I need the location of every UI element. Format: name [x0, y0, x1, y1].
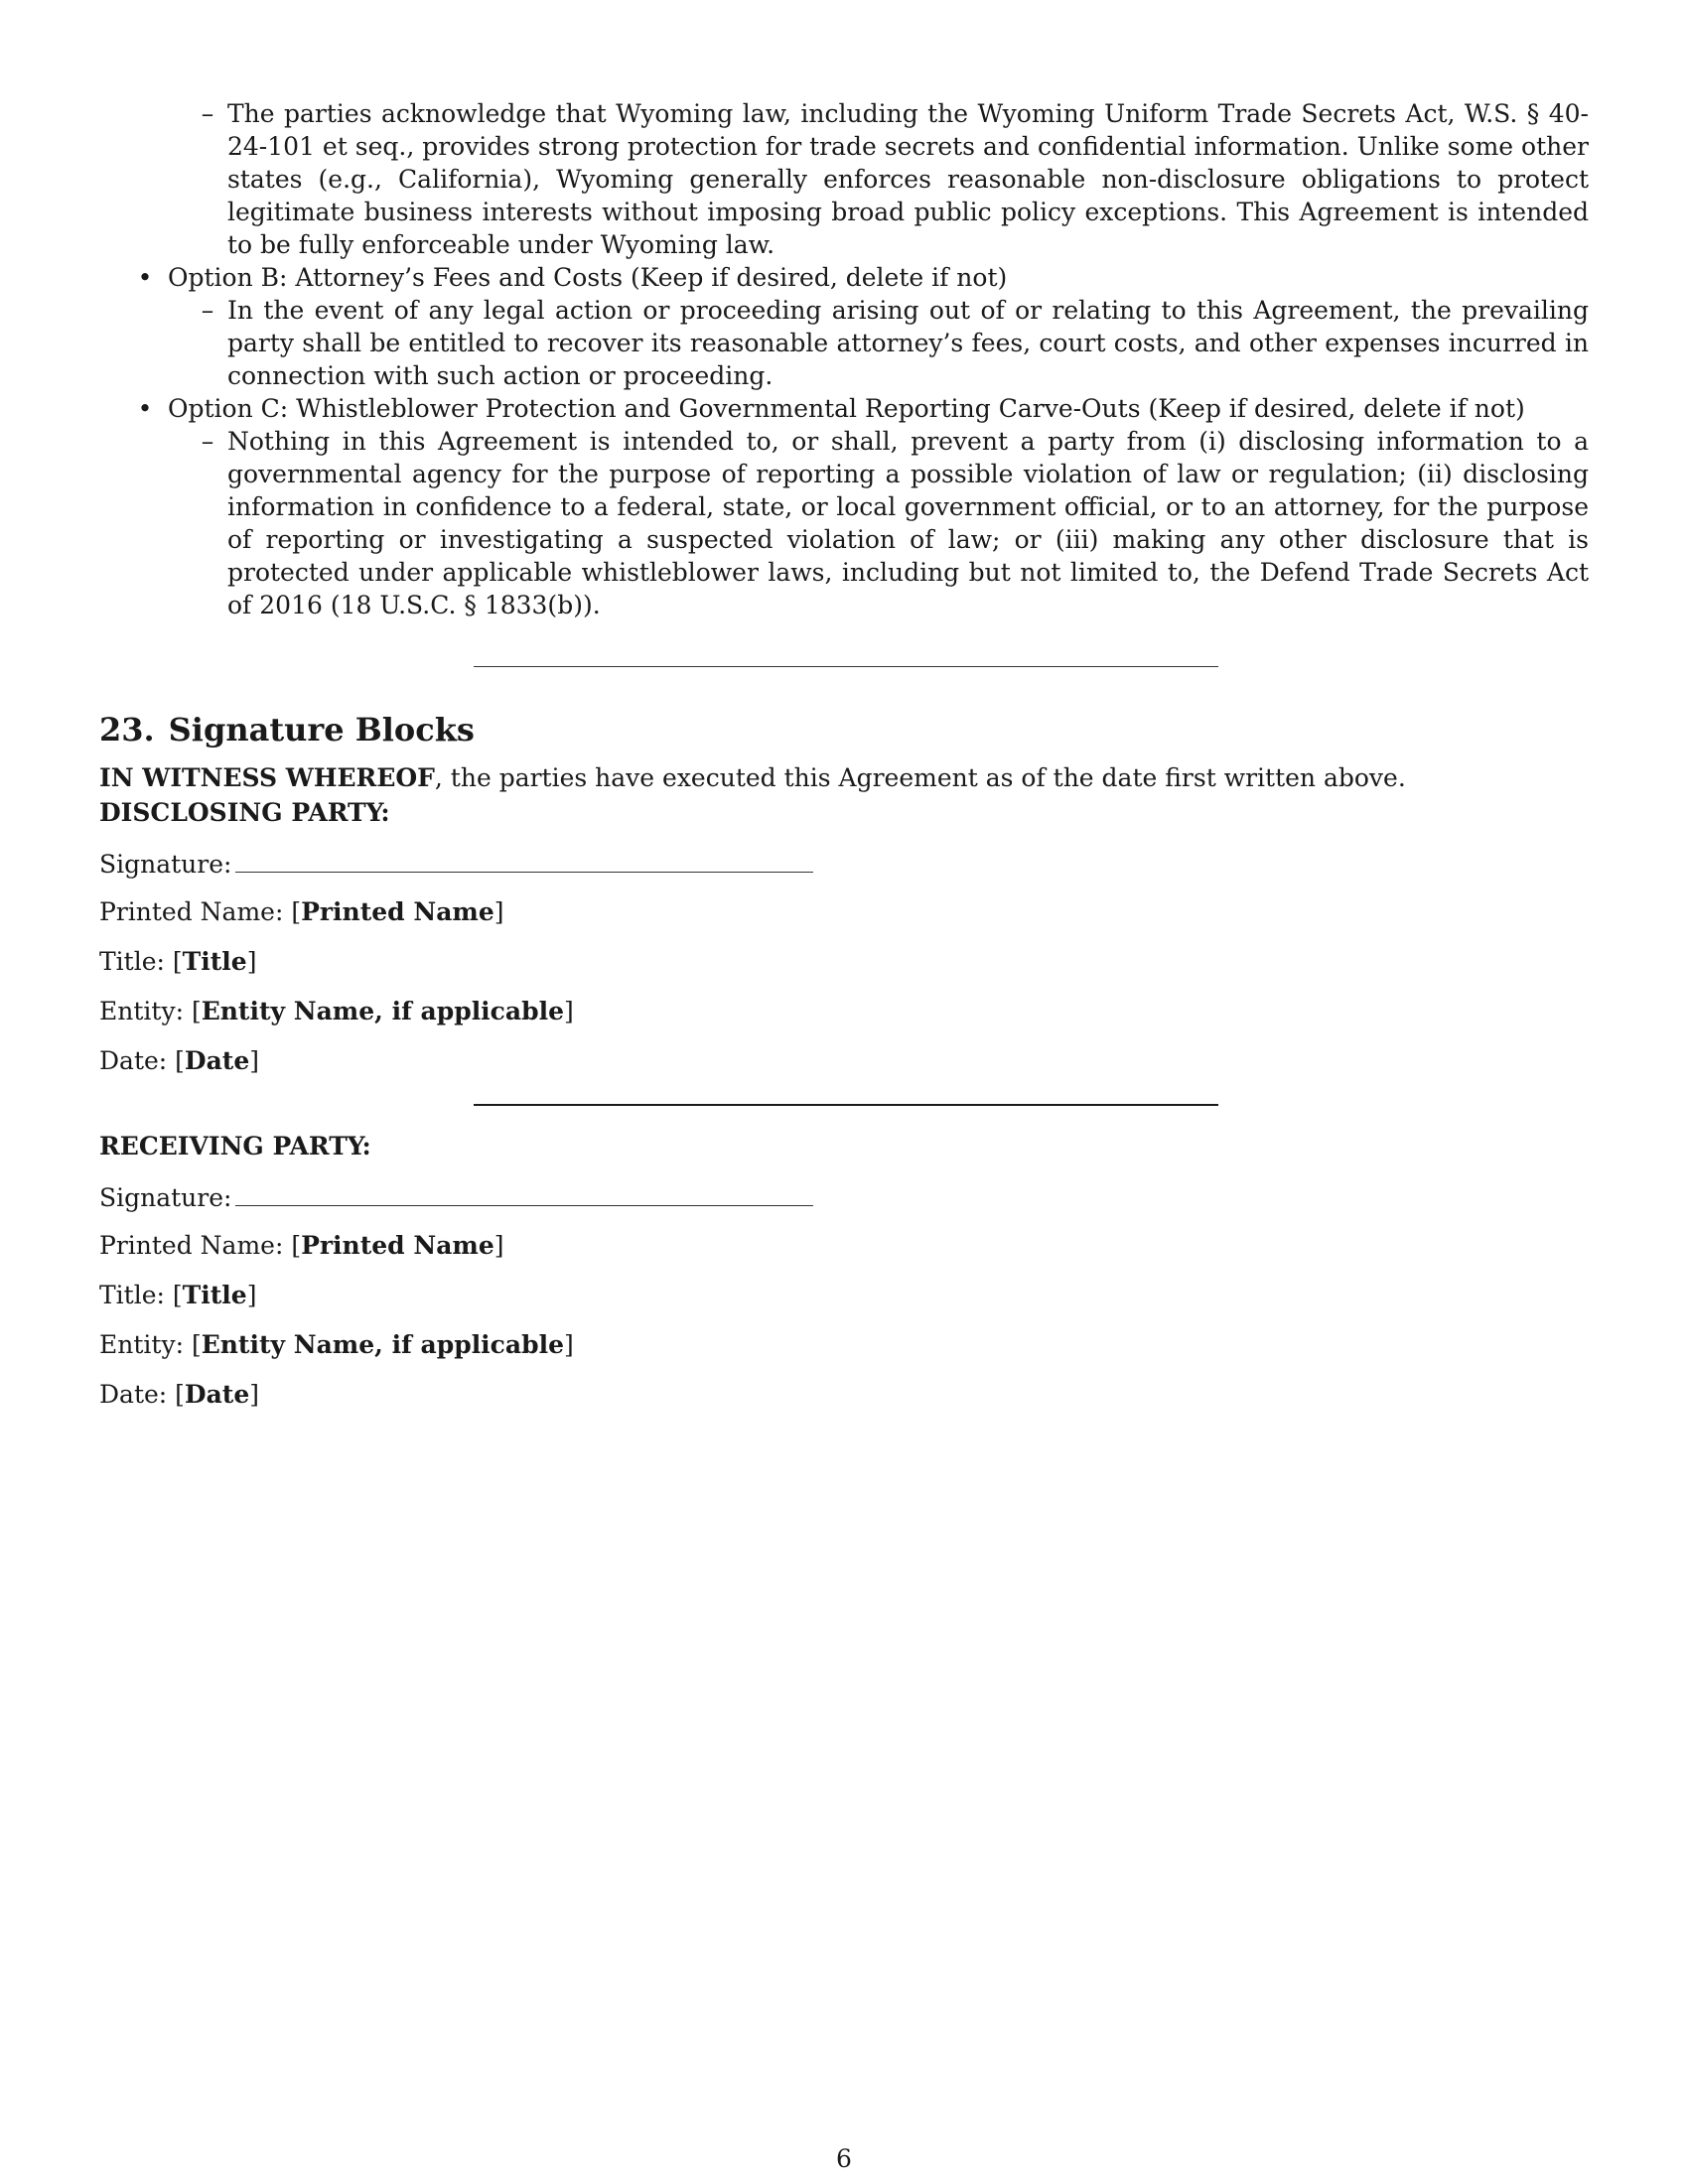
title-label: Title: — [99, 947, 165, 976]
option-b-title: Option B: Attorney’s Fees and Costs (Keep if desired, delete if not) — [168, 263, 1008, 292]
dash-marker: – — [201, 427, 214, 456]
spacer — [99, 621, 1589, 666]
disclosing-party-label: DISCLOSING PARTY: — [99, 798, 390, 827]
receiving-date-row: Date: [Date] — [99, 1380, 260, 1409]
receiving-signature-row — [99, 1179, 1589, 1229]
page-content — [99, 97, 1589, 1428]
date-label: Date: — [99, 1046, 168, 1075]
disclosing-signature-line[interactable] — [235, 846, 813, 873]
section-divider — [474, 666, 1218, 667]
disclosing-entity-row: Entity: [Entity Name, if applicable] — [99, 997, 574, 1025]
entity-label: Entity: — [99, 997, 184, 1025]
option-c-text: Nothing in this Agreement is intended to, or shall, prevent a party from (i) disclosing information to a governmental agency for the purpose of reporting a possible violation of law or regulation; (ii) disclosing information in confidence to a federal, state, or local government official, or to an attorney, for the purpose of reporting or investigating a suspected violation of law; or (iii) making any other disclosure that is protected under applicable whistleblower laws, including but not limited to, the Defend Trade Secrets Act of 2016 (18 U.S.C. § 1833(b)). — [227, 427, 1589, 619]
option-b-item — [99, 261, 1589, 294]
option-c-item — [99, 392, 1589, 425]
option-a-detail — [99, 97, 1589, 261]
option-c-title: Option C: Whistleblower Protection and Governmental Reporting Carve-Outs (Keep if desired, delete if not) — [168, 394, 1525, 423]
spacer — [99, 750, 1589, 761]
option-b-text: In the event of any legal action or proceeding arising out of or relating to this Agreement, the prevailing party shall be entitled to recover its reasonable attorney’s fees, court costs, and other expenses incurred in connection with such action or proceeding. — [227, 296, 1589, 390]
bullet-marker: • — [137, 394, 153, 423]
disclosing-title-row: Title: [Title] — [99, 947, 257, 976]
printed-name-value: Printed Name — [301, 897, 494, 926]
receiving-party-label: RECEIVING PARTY: — [99, 1132, 371, 1160]
disclosing-signature-row — [99, 846, 1589, 895]
date-label: Date: — [99, 1380, 168, 1409]
disclosing-printed-name-row: Printed Name: [Printed Name] — [99, 897, 504, 926]
witness-clause — [99, 761, 1589, 794]
option-b-detail — [99, 294, 1589, 392]
bullet-marker: • — [137, 263, 153, 292]
option-a-text: The parties acknowledge that Wyoming law, including the Wyoming Uniform Trade Secrets Act, W.S. § 40-24-101 et seq., provides strong protection for trade secrets and confidential information. Unlike some other states (e.g., California), Wyoming generally enforces reasonable non-disclosure obligations to protect legitimate business interests without imposing broad public policy exceptions. This Agreement is intended to be fully enforceable under Wyoming law. — [227, 99, 1589, 259]
signature-label: Signature: — [99, 1183, 232, 1212]
section-title: Signature Blocks — [168, 711, 475, 749]
printed-name-label: Printed Name: — [99, 897, 284, 926]
receiving-printed-name-row: Printed Name: [Printed Name] — [99, 1231, 504, 1260]
date-value: Date — [184, 1380, 250, 1409]
spacer — [99, 667, 1589, 710]
entity-value: Entity Name, if applicable — [201, 1330, 564, 1359]
signature-label: Signature: — [99, 850, 232, 879]
printed-name-label: Printed Name: — [99, 1231, 284, 1260]
printed-name-value: Printed Name — [301, 1231, 494, 1260]
date-value: Date — [184, 1046, 250, 1075]
spacer — [99, 1082, 1589, 1104]
receiving-title-row: Title: [Title] — [99, 1281, 257, 1309]
section-number: 23. — [99, 711, 155, 749]
witness-lead: IN WITNESS WHEREOF — [99, 763, 435, 792]
dash-marker: – — [201, 99, 214, 128]
title-value: Title — [182, 947, 247, 976]
title-label: Title: — [99, 1281, 165, 1309]
title-value: Title — [182, 1281, 247, 1309]
witness-rest: , the parties have executed this Agreement as of the date first written above. — [434, 763, 1406, 792]
option-c-detail — [99, 425, 1589, 621]
spacer — [99, 1106, 1589, 1130]
section-heading — [99, 710, 1589, 750]
entity-value: Entity Name, if applicable — [201, 997, 564, 1025]
dash-marker: – — [201, 296, 214, 325]
disclosing-date-row: Date: [Date] — [99, 1046, 260, 1075]
page-number: 6 — [836, 2144, 852, 2173]
entity-label: Entity: — [99, 1330, 184, 1359]
receiving-entity-row: Entity: [Entity Name, if applicable] — [99, 1330, 574, 1359]
party-divider — [474, 1104, 1218, 1106]
receiving-signature-line[interactable] — [235, 1179, 813, 1206]
